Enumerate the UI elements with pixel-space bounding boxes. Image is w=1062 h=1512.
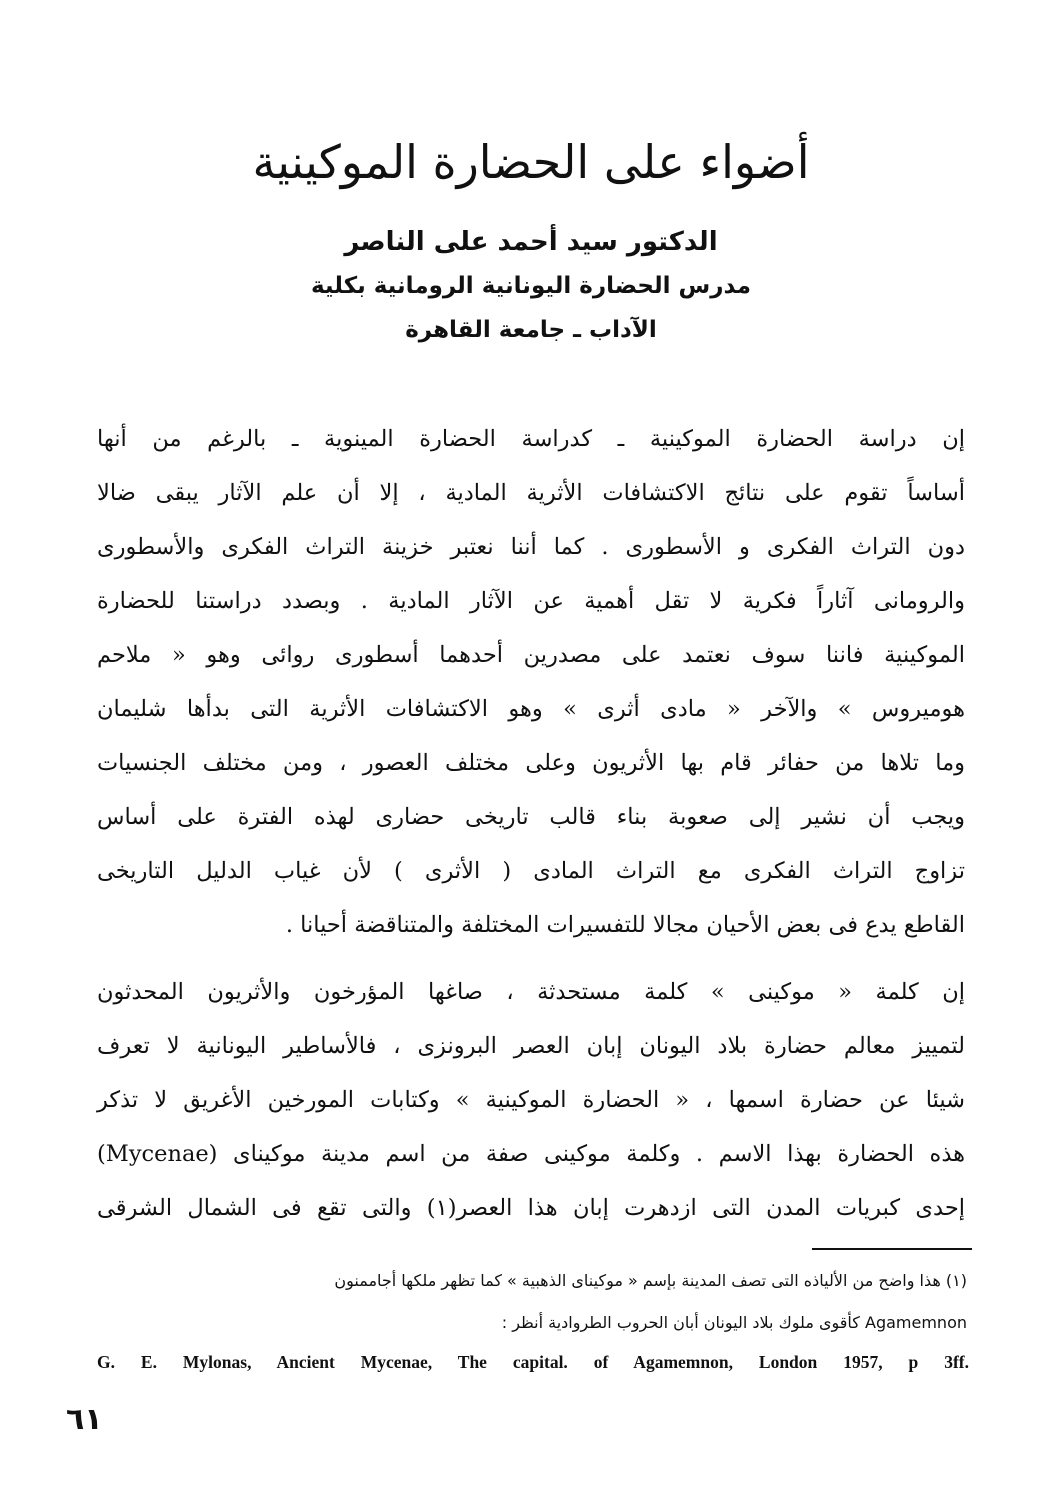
body-paragraph-1 bbox=[97, 412, 965, 952]
page-number: ٦١ bbox=[66, 1402, 103, 1437]
footnote-line-1: (١) هذا واضح من الألياذه التى تصف المدينة بإسم « موكيناى الذهبية » كما تظهر ملكها أجاممنون bbox=[334, 1271, 967, 1290]
paragraph-line: تزاوج التراث الفكرى مع التراث المادى ( الأثرى ) لأن غياب الدليل التاريخى bbox=[97, 858, 965, 884]
paragraph-line: دون التراث الفكرى و الأسطورى . كما أننا نعتبر خزينة التراث الفكرى والأسطورى bbox=[97, 534, 965, 560]
author-name: الدكتور سيد أحمد على الناصر bbox=[344, 227, 718, 257]
paragraph-line: وما تلاها من حفائر قام بها الأثريون وعلى مختلف العصور ، ومن مختلف الجنسيات bbox=[97, 750, 965, 776]
footnote-reference: G. E. Mylonas, Ancient Mycenae, The capital. of Agamemnon, London 1957, p 3ff. bbox=[97, 1352, 969, 1372]
paragraph-line: إن دراسة الحضارة الموكينية ـ كدراسة الحضارة المينوية ـ بالرغم من أنها bbox=[97, 426, 965, 452]
paragraph-line: القاطع يدع فى بعض الأحيان مجالا للتفسيرات المختلفة والمتناقضة أحيانا . bbox=[285, 912, 965, 938]
paragraph-line: هذه الحضارة بهذا الاسم . وكلمة موكينى صفة من اسم مدينة موكيناى (Mycenae) bbox=[97, 1141, 965, 1167]
paragraph-line: هوميروس » والآخر « مادى أثرى » وهو الاكتشافات الأثرية التى بدأها شليمان bbox=[97, 696, 965, 722]
paragraph-line: الموكينية فاننا سوف نعتمد على مصدرين أحدهما أسطورى روائى وهو « ملاحم bbox=[97, 642, 965, 668]
body-paragraph-2 bbox=[97, 965, 965, 1235]
paragraph-line: والرومانى آثاراً فكرية لا تقل أهمية عن الآثار المادية . وبصدد دراستنا للحضارة bbox=[97, 588, 965, 614]
paragraph-line: إحدى كبريات المدن التى ازدهرت إبان هذا العصر(١) والتى تقع فى الشمال الشرقى bbox=[97, 1195, 965, 1221]
paragraph-line: لتمييز معالم حضارة بلاد اليونان إبان العصر البرونزى ، فالأساطير اليونانية لا تعرف bbox=[97, 1033, 965, 1059]
footnote-line-2: Agamemnon كأقوى ملوك بلاد اليونان أبان الحروب الطروادية أنظر : bbox=[501, 1313, 967, 1332]
paragraph-line: إن كلمة « موكينى » كلمة مستحدثة ، صاغها المؤرخون والأثريون المحدثون bbox=[97, 979, 965, 1005]
author-affiliation-line-1: مدرس الحضارة اليونانية الرومانية بكلية bbox=[310, 273, 752, 299]
author-affiliation-line-2: الآداب ـ جامعة القاهرة bbox=[405, 317, 657, 343]
footnote-divider bbox=[812, 1248, 972, 1250]
paragraph-line: شيئا عن حضارة اسمها ، « الحضارة الموكينية » وكتابات المورخين الأغريق لا تذكر bbox=[97, 1087, 965, 1113]
paragraph-line: أساساً تقوم على نتائج الاكتشافات الأثرية المادية ، إلا أن علم الآثار يبقى ضالا bbox=[97, 480, 965, 506]
article-title: أضواء على الحضارة الموكينية bbox=[252, 135, 810, 189]
paragraph-line: ويجب أن نشير إلى صعوبة بناء قالب تاريخى حضارى لهذه الفترة على أساس bbox=[97, 804, 965, 830]
